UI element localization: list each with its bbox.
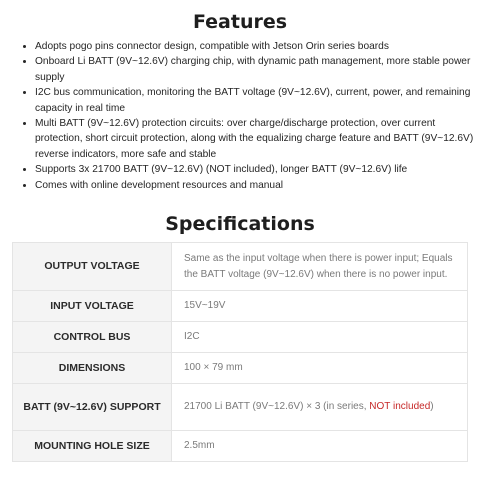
- features-list: [18, 39, 480, 193]
- spec-row: [13, 291, 468, 322]
- spec-row: [13, 243, 468, 291]
- spec-key: DIMENSIONS: [13, 353, 172, 384]
- spec-value: 2.5mm: [172, 431, 468, 462]
- feature-item: • Supports 3x 21700 BATT (9V~12.6V) (NOT included), longer BATT (9V~12.6V) life: [35, 162, 480, 177]
- spec-key: INPUT VOLTAGE: [13, 291, 172, 322]
- spec-value: Same as the input voltage when there is power input; Equals the BATT voltage (9V~12.6V) when there is no power input.: [172, 243, 468, 291]
- spec-key: CONTROL BUS: [13, 322, 172, 353]
- spec-value: 100 × 79 mm: [172, 353, 468, 384]
- spec-key: OUTPUT VOLTAGE: [13, 243, 172, 291]
- spec-key: MOUNTING HOLE SIZE: [13, 431, 172, 462]
- spec-row: [13, 431, 468, 462]
- spec-value: 15V~19V: [172, 291, 468, 322]
- specifications-heading: Specifications: [165, 213, 315, 235]
- spec-row: [13, 384, 468, 431]
- spec-value: I2C: [172, 322, 468, 353]
- feature-item: • I2C bus communication, monitoring the BATT voltage (9V~12.6V), current, power, and remaining capacity in real time: [35, 85, 480, 116]
- spec-row: [13, 353, 468, 384]
- features-heading: Features: [192, 11, 288, 33]
- feature-item: • Adopts pogo pins connector design, compatible with Jetson Orin series boards: [35, 39, 480, 54]
- spec-row: [13, 322, 468, 353]
- feature-item: • Comes with online development resources and manual: [35, 178, 480, 193]
- spec-value: [172, 384, 468, 431]
- feature-item: • Onboard Li BATT (9V~12.6V) charging chip, with dynamic path management, more stable power supply: [35, 54, 480, 85]
- specifications-table: [12, 242, 468, 462]
- spec-value-text: ): [430, 401, 434, 413]
- spec-key: BATT (9V~12.6V) SUPPORT: [13, 384, 172, 431]
- spec-value-text: 21700 Li BATT (9V~12.6V) × 3 (in series,: [184, 401, 370, 413]
- feature-item: • Multi BATT (9V~12.6V) protection circuits: over charge/discharge protection, over current protection, short circuit protection, along with the equalizing charge feature and BATT (9V~12.6V) reverse indicators, more safe and stable: [35, 116, 480, 162]
- not-included-note: NOT included: [369, 401, 431, 413]
